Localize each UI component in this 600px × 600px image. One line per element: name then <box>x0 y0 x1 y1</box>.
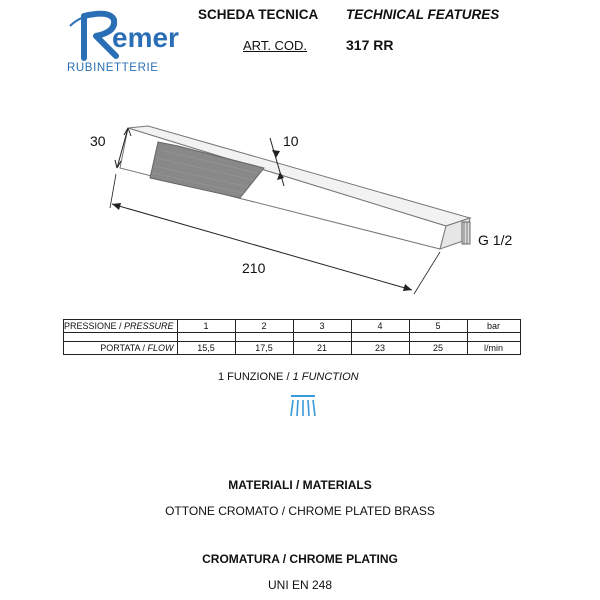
function-label: 1 FUNZIONE / 1 FUNCTION <box>218 371 359 383</box>
flow-cell: 15,5 <box>177 342 235 355</box>
plating-text: UNI EN 248 <box>267 578 333 592</box>
pressure-unit: bar <box>467 320 520 333</box>
thread-size-label: G 1/2 <box>478 232 513 248</box>
pressure-cell: 3 <box>293 320 351 333</box>
pressure-label: PRESSIONE / PRESSURE <box>64 320 178 333</box>
pressure-flow-table <box>63 319 521 355</box>
materials-text: OTTONE CROMATO / CHROME PLATED BRASS <box>165 504 435 518</box>
article-code-label: ART. COD. <box>243 38 308 53</box>
logo-subtitle: RUBINETTERIE <box>67 62 159 74</box>
flow-cell: 17,5 <box>235 342 293 355</box>
flow-cell: 25 <box>409 342 467 355</box>
pressure-cell: 2 <box>235 320 293 333</box>
logo-wordmark: emer <box>112 22 179 53</box>
plating-heading: CROMATURA / CHROME PLATING <box>202 552 398 566</box>
dimension-width: 30 <box>90 133 106 149</box>
dimension-length: 210 <box>242 260 266 276</box>
flow-cell: 23 <box>351 342 409 355</box>
title-english: TECHNICAL FEATURES <box>346 7 500 22</box>
title-italian: SCHEDA TECNICA <box>198 7 319 22</box>
pressure-cell: 1 <box>177 320 235 333</box>
flow-row <box>64 342 521 355</box>
pressure-cell: 4 <box>351 320 409 333</box>
materials-heading: MATERIALI / MATERIALS <box>228 478 372 492</box>
pressure-row <box>64 320 521 333</box>
thread-connector <box>462 222 470 244</box>
rain-spray-icon <box>288 394 318 420</box>
flow-label: PORTATA / FLOW <box>64 342 178 355</box>
flow-cell: 21 <box>293 342 351 355</box>
flow-unit: l/min <box>467 342 520 355</box>
pressure-cell: 5 <box>409 320 467 333</box>
dimension-thickness: 10 <box>283 133 299 149</box>
article-code-value: 317 RR <box>346 37 394 53</box>
